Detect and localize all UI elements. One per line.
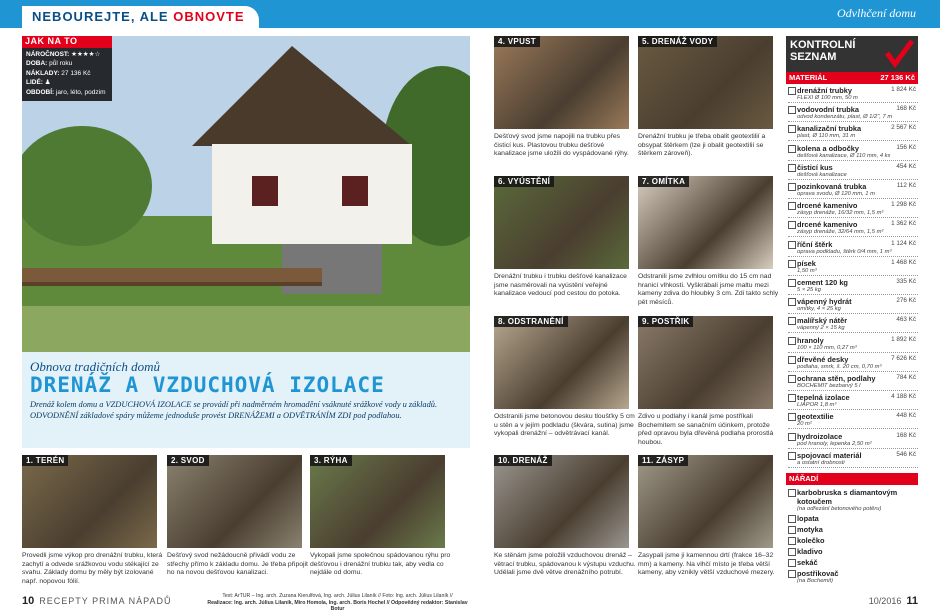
checklist-title: KONTROLNÍ SEZNAM bbox=[786, 36, 918, 72]
step-photo bbox=[638, 176, 773, 269]
material-name: hranoly bbox=[788, 336, 918, 345]
how-to-row: NÁKLADY: 27 136 Kč bbox=[26, 69, 91, 77]
material-spec: zásyp drenáže, 16/32 mm, 1,5 m³ bbox=[797, 210, 884, 217]
step-photo bbox=[310, 455, 445, 548]
step-label: 1. TERÉN bbox=[22, 455, 68, 466]
material-item bbox=[788, 336, 918, 353]
material-name: malířský nátěr bbox=[788, 316, 918, 325]
material-item bbox=[788, 297, 918, 314]
step-label: 8. ODSTRANĚNÍ bbox=[494, 316, 568, 327]
step-label: 6. VYÚSTĚNÍ bbox=[494, 176, 554, 187]
tool-note: (na odřezání betonového potěru) bbox=[797, 506, 882, 512]
material-name: ochrana stěn, podlahy bbox=[788, 374, 918, 383]
material-price: 276 Kč bbox=[896, 297, 916, 305]
tool-note: (na Bochemit) bbox=[797, 578, 834, 584]
step-photo bbox=[494, 455, 629, 548]
material-spec: pod hranoly, lepenka 2,50 m² bbox=[797, 440, 872, 447]
tool-name: motyka bbox=[788, 525, 918, 534]
tool-name: kolečko bbox=[788, 536, 918, 545]
material-name: říční štěrk bbox=[788, 240, 918, 249]
material-price: 546 Kč bbox=[896, 450, 916, 458]
step-photo bbox=[22, 455, 157, 548]
step-label: 7. OMÍTKA bbox=[638, 176, 689, 187]
how-to-row: LIDÉ: ♟ bbox=[26, 79, 51, 86]
material-price: 7 626 Kč bbox=[891, 354, 916, 362]
step-caption: Zasypali jsme ji kamennou drtí (frakce 16–32 mm) a kameny. Na vlhčí místo je třeba větší kameny, aby vznikly větší vzduchové mezery. bbox=[638, 552, 775, 577]
material-item bbox=[788, 393, 918, 410]
step-photo bbox=[167, 455, 302, 548]
material-item bbox=[788, 144, 918, 161]
material-price: 168 Kč bbox=[896, 431, 916, 439]
section-topic: Odvlhčení domu bbox=[837, 6, 916, 20]
credits: Text: ArTUR – Ing. arch. Zuzana Kierulfová, Ing. arch. Július Lilaník // Foto: Ing. arch. Július Lilaník // Realizace: Ing. arch. Július Lilaník, Miro Homola, Ing. arch. Boris Hochel // Odpovědný redaktor: Stanislav Botur bbox=[207, 593, 468, 612]
material-name: spojovací materiál bbox=[788, 451, 918, 460]
material-spec: 5 × 25 kg bbox=[797, 287, 822, 293]
material-name: kolena a odbočky bbox=[788, 144, 918, 153]
material-item bbox=[788, 316, 918, 333]
material-price: 112 Kč bbox=[896, 182, 916, 189]
material-spec: zásyp drenáže, 32/64 mm, 1,5 m³ bbox=[797, 229, 884, 236]
material-price: 2 567 Kč bbox=[891, 124, 916, 132]
material-name: pozinkovaná trubka bbox=[788, 182, 918, 191]
step-caption: Odstranili jsme betonovou desku tloušťky 5 cm u stěn a v jejím podkladu (škvára, sutina) jsme vykopali drenážní – odvětrávací kanál. bbox=[494, 413, 635, 438]
material-price: 784 Kč bbox=[896, 374, 916, 381]
step-label: 5. DRENÁŽ VODY bbox=[638, 36, 717, 47]
material-spec: dešťová kanalizace, Ø 110 mm, 4 ks bbox=[797, 152, 891, 159]
material-price: 156 Kč bbox=[896, 143, 916, 151]
material-price: 1 892 Kč bbox=[891, 335, 916, 343]
material-price: 454 Kč bbox=[896, 162, 916, 170]
step-label: 3. RÝHA bbox=[310, 455, 352, 466]
material-item bbox=[788, 355, 918, 372]
material-spec: omítky, 4 × 25 kg bbox=[797, 306, 841, 313]
tools-header: NÁŘADÍ bbox=[786, 473, 918, 485]
material-name: hydroizolace bbox=[788, 432, 918, 441]
step-caption: Zdivo u podlahy i kanál jsme postříkali Bochemitem se sanačním účinkem, protože před opravou byla dřevěná podlaha prorostlá houbou. bbox=[638, 413, 774, 446]
material-price: 448 Kč bbox=[896, 412, 916, 420]
material-spec: FLEXI Ø 100 mm, 50 m bbox=[797, 95, 858, 101]
material-name: dřevěné desky bbox=[788, 355, 918, 364]
tool-item bbox=[788, 488, 918, 513]
step-photo bbox=[638, 36, 773, 129]
material-name: drcené kamenivo bbox=[788, 201, 918, 210]
material-item bbox=[788, 432, 918, 449]
material-item bbox=[788, 259, 918, 276]
material-item bbox=[788, 412, 918, 429]
footer-left: 10 RECEPTY PRIMA NÁPADŮ bbox=[22, 595, 172, 607]
step-label: 2. SVOD bbox=[167, 455, 209, 466]
step-photo bbox=[494, 176, 629, 269]
material-name: geotextilie bbox=[788, 412, 918, 421]
step-caption: Drenážní trubku i trubku dešťové kanalizace jsme nasměrovali na vyústění veřejné kanalizace vedoucí pod cestou do potoka. bbox=[494, 273, 627, 298]
material-price: 1 468 Kč bbox=[891, 258, 916, 266]
article-subtitle: Obnova tradičních domů bbox=[30, 359, 160, 374]
material-name: drenážní trubky bbox=[788, 86, 918, 95]
material-price: 335 Kč bbox=[896, 278, 916, 285]
how-to-title: JAK NA TO bbox=[22, 36, 112, 48]
step-caption: Dešťový svod nežádoucně přivádí vodu ze střechy přímo k základu domu. Je třeba připojit ho na novou dešťovou kanalizaci. bbox=[167, 552, 308, 577]
material-item bbox=[788, 86, 918, 103]
how-to-row: OBDOBÍ: jaro, léto, podzim bbox=[26, 88, 106, 96]
material-name: vápenný hydrát bbox=[788, 297, 918, 306]
how-to-row: NÁROČNOST: ★★★★☆ bbox=[26, 50, 101, 58]
material-name: drcené kamenivo bbox=[788, 220, 918, 229]
material-name: vodovodní trubka bbox=[788, 105, 918, 114]
material-spec: BOCHEMIT bezbarvý 5 l bbox=[797, 383, 861, 389]
material-spec: 100 × 110 mm, 0,27 m³ bbox=[797, 344, 857, 351]
tool-item bbox=[788, 569, 918, 585]
article-title: DRENÁŽ A VZDUCHOVÁ IZOLACE bbox=[30, 373, 385, 397]
footer-right: 10/2016 11 bbox=[868, 595, 918, 607]
tool-name: karbobruska s diamantovým kotoučem bbox=[788, 488, 918, 506]
step-label: 4. VPUST bbox=[494, 36, 540, 47]
how-to-box bbox=[22, 36, 112, 101]
section-header: NEBOUREJTE, ALE OBNOVTE bbox=[22, 6, 259, 28]
step-caption: Odstranili jsme zvlhlou omítku do 15 cm nad hranicí vlhkosti. Vyškrábali jsme maltu mezi kameny zdiva do hloubky 3 cm. Zdi takto schly pět měsíců. bbox=[638, 273, 779, 306]
material-item bbox=[788, 374, 918, 391]
tool-item bbox=[788, 547, 918, 556]
step-label: 11. ZÁSYP bbox=[638, 455, 688, 466]
tool-item bbox=[788, 558, 918, 567]
material-item bbox=[788, 201, 918, 218]
step-caption: Ke stěnám jsme položili vzduchovou drenáž – větrací trubku, spádovanou k výstupu vzduchu. Udělali jsme dvě větve drenážního potrubí. bbox=[494, 552, 636, 577]
tool-name: lopata bbox=[788, 514, 918, 523]
material-item bbox=[788, 240, 918, 257]
step-photo bbox=[638, 455, 773, 548]
material-price: 168 Kč bbox=[896, 105, 916, 113]
material-spec: oprava podkladu, štěrk 0/4 mm, 1 m³ bbox=[797, 248, 892, 255]
tool-name: kladivo bbox=[788, 547, 918, 556]
material-price: 463 Kč bbox=[896, 316, 916, 324]
material-price: 1 124 Kč bbox=[891, 239, 916, 247]
material-spec: plast, Ø 110 mm, 31 m bbox=[797, 133, 856, 140]
step-caption: Drenážní trubku je třeba obalit geotextilií a obsypat štěrkem (lze ji obalit geotextilií se štěrkem zároveň). bbox=[638, 133, 766, 158]
step-caption: Dešťový svod jsme napojili na trubku přes čisticí kus. Plastovou trubku dešťové kanalizace jsme uložili do vyspádované rýhy. bbox=[494, 133, 629, 158]
material-name: kanalizační trubka bbox=[788, 124, 918, 133]
tool-item bbox=[788, 525, 918, 534]
material-spec: 20 m² bbox=[797, 421, 812, 428]
material-item bbox=[788, 220, 918, 237]
step-photo bbox=[494, 36, 629, 129]
article-lead: Drenáž kolem domu a VZDUCHOVÁ IZOLACE se provádí při nadměrném hromadění vsáknuté srážkové vody u základů. ODVODNĚNÍ základové spáry můžeme jednoduše provést DRENÁŽEMI a ODVĚTRÁNÍM ZDI pod podlahou. bbox=[30, 400, 438, 420]
step-label: 9. POSTŘIK bbox=[638, 316, 693, 327]
material-spec: odvod kondenzátu, plast, Ø 1/2", 7 m bbox=[797, 114, 893, 121]
material-name: tepelná izolace bbox=[788, 393, 918, 402]
material-spec: dešťová kanalizace bbox=[797, 171, 847, 178]
how-to-row: DOBA: půl roku bbox=[26, 60, 73, 67]
material-item bbox=[788, 163, 918, 180]
step-caption: Vykopali jsme společnou spádovanou rýhu pro dešťovou i drenážní trubku tak, aby vedla co nejdále od domu. bbox=[310, 552, 451, 577]
material-price: 1 298 Kč bbox=[891, 201, 916, 209]
material-name: písek bbox=[788, 259, 918, 268]
material-spec: LIAPOR 1,8 m³ bbox=[797, 402, 837, 409]
tool-name: sekáč bbox=[788, 558, 918, 567]
material-name: čisticí kus bbox=[788, 163, 918, 172]
material-price: 1 824 Kč bbox=[891, 86, 916, 93]
material-item bbox=[788, 278, 918, 295]
step-label: 10. DRENÁŽ bbox=[494, 455, 552, 466]
material-item bbox=[788, 451, 918, 468]
material-header: MATERIÁL 27 136 Kč bbox=[786, 72, 918, 84]
material-price: 4 188 Kč bbox=[891, 393, 916, 401]
material-spec: oprava svodu, Ø 120 mm, 1 m bbox=[797, 191, 875, 197]
tool-item bbox=[788, 514, 918, 523]
checkmark-icon bbox=[884, 39, 914, 69]
tool-name: postřikovač bbox=[788, 569, 918, 578]
step-caption: Provedli jsme výkop pro drenážní trubku, která zachytí a odvede srážkovou vodu stékající ze svahu. Základy domu by měly být izolované např. nopovou fólií. bbox=[22, 552, 163, 585]
material-spec: a ostatní drobnosti bbox=[797, 459, 845, 466]
material-item bbox=[788, 182, 918, 199]
material-item bbox=[788, 105, 918, 122]
step-photo bbox=[494, 316, 629, 409]
material-spec: podlaha, smrk, š. 20 cm, 0,70 m³ bbox=[797, 363, 882, 370]
material-item bbox=[788, 124, 918, 141]
tool-item bbox=[788, 536, 918, 545]
material-name: cement 120 kg bbox=[788, 278, 918, 287]
material-price: 1 362 Kč bbox=[891, 220, 916, 228]
material-spec: 1,50 m³ bbox=[797, 267, 817, 274]
step-photo bbox=[638, 316, 773, 409]
material-spec: vápenný 2 × 15 kg bbox=[797, 325, 845, 332]
